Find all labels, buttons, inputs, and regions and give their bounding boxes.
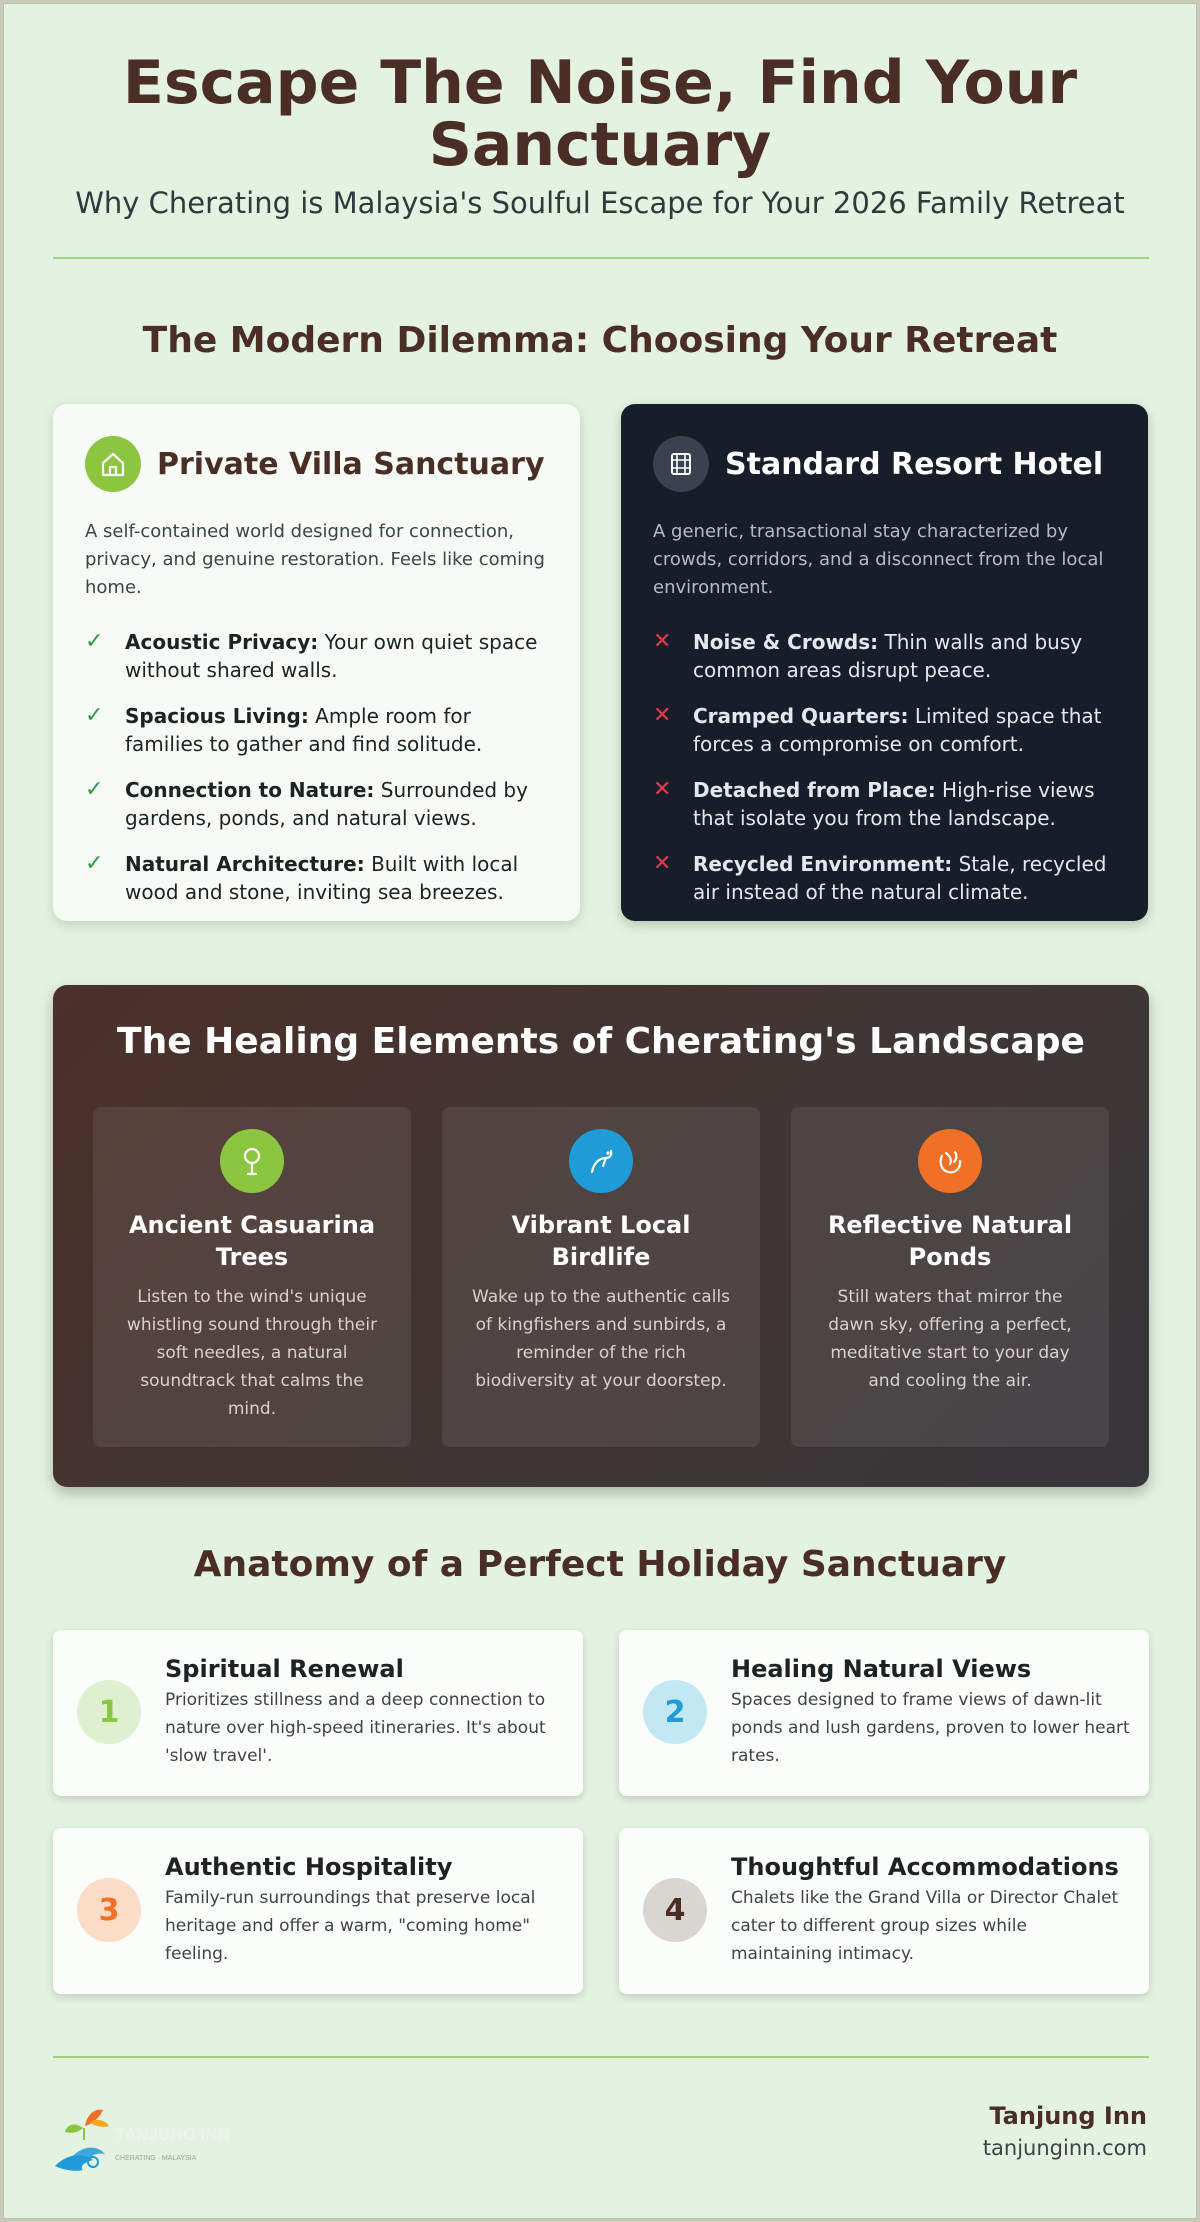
anatomy-card-healing-views bbox=[619, 1630, 1149, 1796]
element-card-ponds bbox=[791, 1107, 1109, 1447]
list-item: ✕ Recycled Environment: Stale, recycled air instead of the natural climate. bbox=[653, 851, 1107, 904]
house-icon bbox=[85, 436, 141, 492]
list-item: ✕ Noise & Crowds: Thin walls and busy common areas disrupt peace. bbox=[653, 629, 1083, 682]
element-title: Ancient Casuarina Trees bbox=[128, 1211, 376, 1271]
anatomy-card-title: Thoughtful Accommodations bbox=[731, 1853, 1119, 1881]
anatomy-card-authentic-hospitality bbox=[53, 1828, 583, 1994]
list-item: ✓ Spacious Living: Ample room for families to gather and find solitude. bbox=[85, 703, 483, 756]
footer-brand bbox=[983, 2102, 1147, 2160]
page-title: Escape The Noise, Find Your Sanctuary bbox=[122, 48, 1078, 180]
anatomy-card-title: Authentic Hospitality bbox=[165, 1853, 453, 1881]
hotel-card-description: A generic, transactional stay characterized by crowds, corridors, and a disconnect from the local environment. bbox=[653, 521, 1104, 598]
page-subtitle: Why Cherating is Malaysia's Soulful Escape for Your 2026 Family Retreat bbox=[75, 186, 1125, 220]
hotel-card bbox=[621, 404, 1148, 921]
list-item: ✓ Connection to Nature: Surrounded by gardens, ponds, and natural views. bbox=[85, 777, 528, 830]
cross-icon: ✕ bbox=[653, 629, 672, 654]
infographic-page bbox=[3, 3, 1197, 2219]
bird-icon bbox=[569, 1129, 633, 1193]
villa-card-title: Private Villa Sanctuary bbox=[157, 446, 545, 482]
step-number-badge: 2 bbox=[643, 1680, 707, 1744]
anatomy-card-title: Spiritual Renewal bbox=[165, 1655, 404, 1683]
anatomy-card-description: Family-run surroundings that preserve local heritage and offer a warm, "coming home" feeling. bbox=[165, 1888, 536, 1964]
tanjung-inn-logo bbox=[53, 2088, 230, 2178]
element-description: Still waters that mirror the dawn sky, offering a perfect, meditative start to your day and cooling the air. bbox=[828, 1287, 1072, 1391]
list-item: ✓ Natural Architecture: Built with local wood and stone, inviting sea breezes. bbox=[85, 851, 519, 904]
element-title: Vibrant Local Birdlife bbox=[511, 1211, 691, 1271]
logo-wordmark: TANJUNG INN bbox=[115, 2125, 230, 2144]
element-description: Wake up to the authentic calls of kingfishers and sunbirds, a reminder of the rich biodiversity at your doorstep. bbox=[471, 1287, 731, 1391]
hotel-card-title: Standard Resort Hotel bbox=[725, 446, 1104, 482]
anatomy-card-thoughtful-accommodations bbox=[619, 1828, 1149, 1994]
check-icon: ✓ bbox=[85, 851, 104, 876]
cross-icon: ✕ bbox=[653, 851, 672, 876]
dilemma-section-title: The Modern Dilemma: Choosing Your Retreat bbox=[142, 320, 1058, 361]
hotel-drawbacks-list bbox=[653, 628, 1116, 906]
anatomy-card-title: Healing Natural Views bbox=[731, 1655, 1032, 1683]
cross-icon: ✕ bbox=[653, 703, 672, 728]
logo-tagline: CHERATING · MALAYSIA bbox=[115, 2155, 197, 2162]
step-number-badge: 3 bbox=[77, 1878, 141, 1942]
footer-divider bbox=[53, 2056, 1149, 2058]
water-icon bbox=[918, 1129, 982, 1193]
tree-icon bbox=[220, 1129, 284, 1193]
building-icon bbox=[653, 436, 709, 492]
element-description: Listen to the wind's unique whistling sound through their soft needles, a natural soundtrack that calms the mind. bbox=[126, 1287, 378, 1419]
header bbox=[4, 48, 1196, 220]
list-item: ✕ Cramped Quarters: Limited space that forces a compromise on comfort. bbox=[653, 703, 1102, 756]
step-number-badge: 4 bbox=[643, 1878, 707, 1942]
step-number-badge: 1 bbox=[77, 1680, 141, 1744]
villa-benefits-list bbox=[85, 628, 548, 906]
header-divider bbox=[53, 257, 1149, 259]
villa-card bbox=[53, 404, 580, 921]
anatomy-card-spiritual-renewal bbox=[53, 1630, 583, 1796]
footer-website-link[interactable]: tanjunginn.com bbox=[982, 2136, 1147, 2160]
footer-brand-name: Tanjung Inn bbox=[989, 2102, 1147, 2130]
healing-section-title: The Healing Elements of Cherating's Landscape bbox=[117, 1021, 1085, 1062]
check-icon: ✓ bbox=[85, 777, 104, 802]
check-icon: ✓ bbox=[85, 629, 104, 654]
element-card-birdlife bbox=[442, 1107, 760, 1447]
list-item: ✓ Acoustic Privacy: Your own quiet space without shared walls. bbox=[85, 629, 538, 682]
healing-elements-panel bbox=[53, 985, 1149, 1487]
anatomy-section-title: Anatomy of a Perfect Holiday Sanctuary bbox=[193, 1544, 1007, 1585]
element-title: Reflective Natural Ponds bbox=[827, 1211, 1073, 1271]
anatomy-card-description: Prioritizes stillness and a deep connection to nature over high-speed itineraries. It's about 'slow travel'. bbox=[165, 1690, 546, 1766]
cross-icon: ✕ bbox=[653, 777, 672, 802]
anatomy-card-description: Chalets like the Grand Villa or Director Chalet cater to different group sizes while maintaining intimacy. bbox=[731, 1888, 1119, 1964]
list-item: ✕ Detached from Place: High-rise views that isolate you from the landscape. bbox=[653, 777, 1095, 830]
check-icon: ✓ bbox=[85, 703, 104, 728]
anatomy-card-description: Spaces designed to frame views of dawn-lit ponds and lush gardens, proven to lower heart rates. bbox=[731, 1690, 1130, 1766]
element-card-trees bbox=[93, 1107, 411, 1447]
villa-card-description: A self-contained world designed for connection, privacy, and genuine restoration. Feels like coming home. bbox=[85, 521, 545, 598]
